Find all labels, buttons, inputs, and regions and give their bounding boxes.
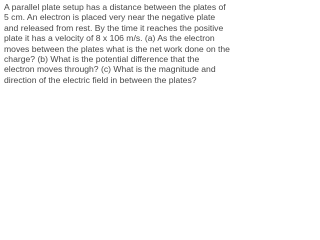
question-container: [0, 0, 235, 88]
question-text: A parallel plate setup has a distance between the plates of 5 cm. An electron is placed very near the negative plate and released from rest. By the time it reaches the positive plate it has a velocity of 8 x 106 m/s. (a) As the electron moves between the plates what is the net work done on the charge? (b) What is the potential difference that the electron moves through? (c) What is the magnitude and direction of the electric field in between the plates?: [4, 2, 230, 85]
